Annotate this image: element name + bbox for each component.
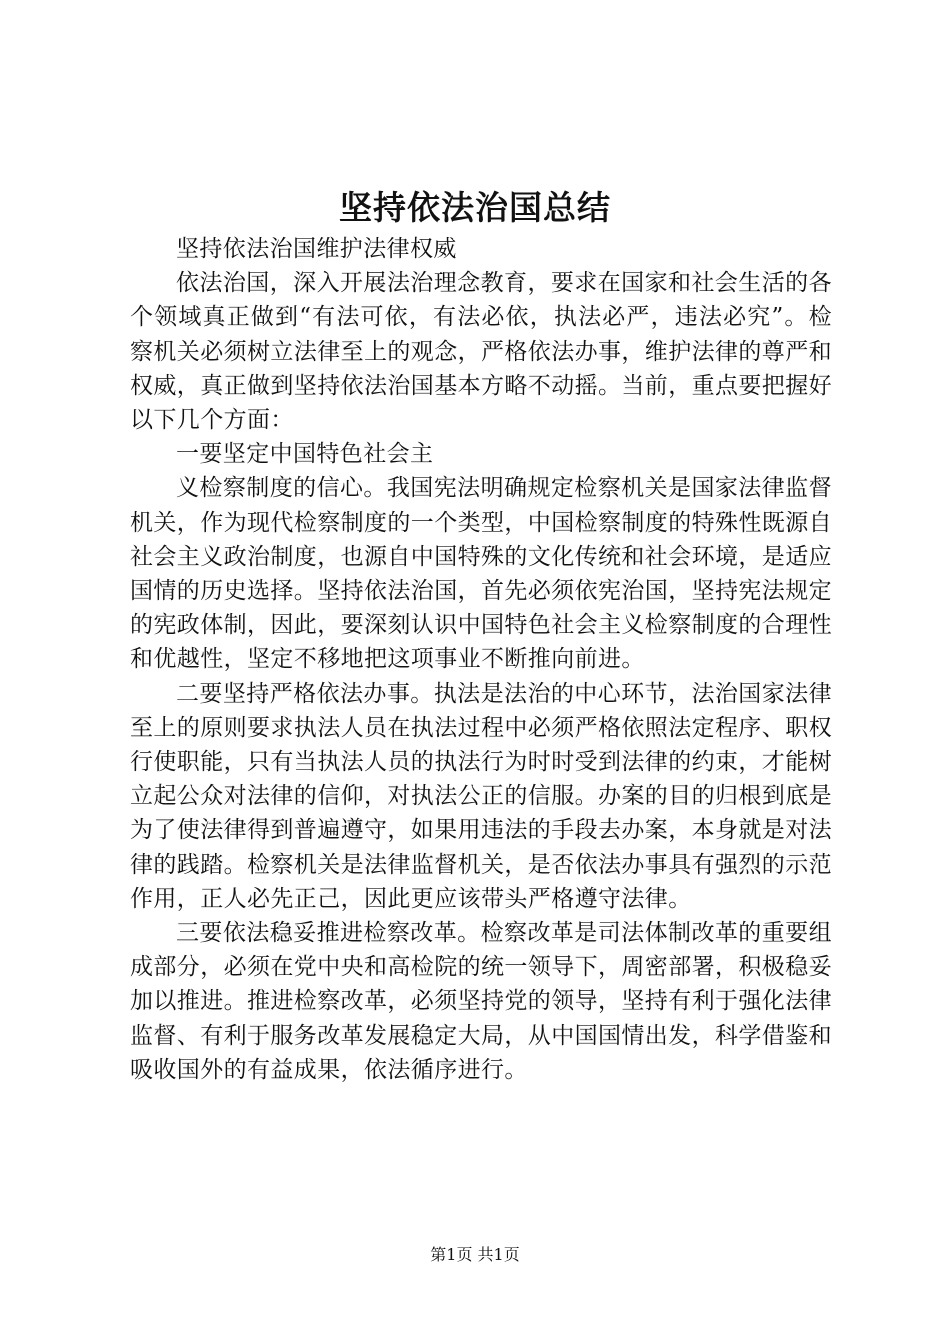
page-footer: 第1页 共1页 xyxy=(430,1245,520,1264)
document-title: 坚持依法治国总结 xyxy=(339,188,611,227)
paragraph-point-one-heading: 一要坚定中国特色社会主 xyxy=(176,441,434,468)
paragraph-subtitle: 坚持依法治国维护法律权威 xyxy=(176,236,457,262)
paragraph-point-three: 三要依法稳妥推进检察改革。检察改革是司法体制改革的重要组成部分，必须在党中央和高检院的统一领导下，周密部署，积极稳妥加以推进。推进检察改革，必须坚持党的领导，坚持有利于强化法律监督、有利于服务改革发展稳定大局，从中国国情出发，科学借鉴和吸收国外的有益成果，依法循序进行。 xyxy=(130,920,832,1083)
paragraph-point-two: 二要坚持严格依法办事。执法是法治的中心环节，法治国家法律至上的原则要求执法人员在执法过程中必须严格依照法定程序、职权行使职能，只有当执法人员的执法行为时时受到法律的约束，才能树立起公众对法律的信仰，对执法公正的信服。办案的目的归根到底是为了使法律得到普遍遵守，如果用违法的手段去办案，本身就是对法律的践踏。检察机关是法律监督机关，是否依法办事具有强烈的示范作用，正人必先正己，因此更应该带头严格遵守法律。 xyxy=(130,680,832,912)
document-body xyxy=(130,232,832,1087)
paragraph-point-one: 义检察制度的信心。我国宪法明确规定检察机关是国家法律监督机关，作为现代检察制度的一个类型，中国检察制度的特殊性既源自社会主义政治制度，也源自中国特殊的文化传统和社会环境，是适应国情的历史选择。坚持依法治国，首先必须依宪治国，坚持宪法规定的宪政体制，因此，要深刻认识中国特色社会主义检察制度的合理性和优越性，坚定不移地把这项事业不断推向前进。 xyxy=(130,475,832,673)
paragraph-intro: 依法治国，深入开展法治理念教育，要求在国家和社会生活的各个领域真正做到“有法可依，有法必依，执法必严，违法必究”。检察机关必须树立法律至上的观念，严格依法办事，维护法律的尊严和权威，真正做到坚持依法治国基本方略不动摇。当前，重点要把握好以下几个方面： xyxy=(130,270,832,434)
